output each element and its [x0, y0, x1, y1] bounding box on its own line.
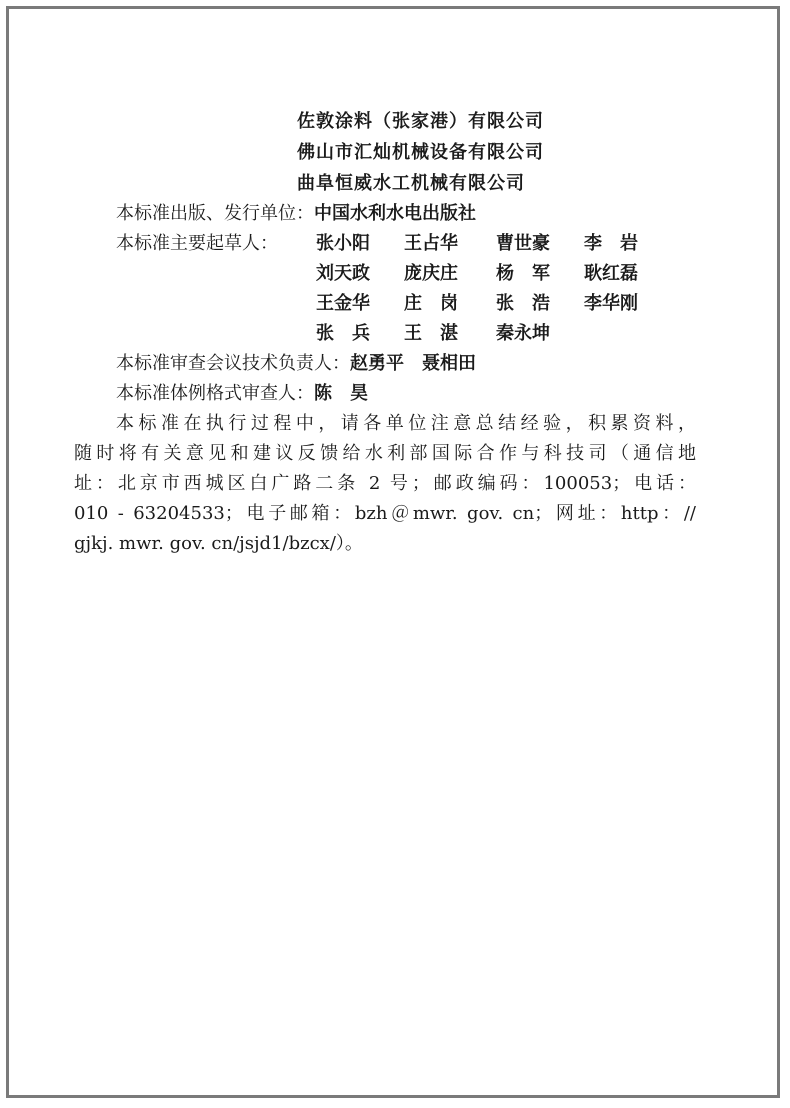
technical-reviewer-value: 赵勇平 聂相田 — [350, 353, 476, 374]
technical-reviewer-label: 本标准审查会议技术负责人： — [116, 353, 350, 374]
drafter-name: 杨 军 — [496, 263, 550, 284]
notice-line-5: gjkj. mwr. gov. cn/jsjd1/bzcx/）。 — [74, 533, 363, 554]
notice-line-1: 本标准在执行过程中，请各单位注意总结经验，积累资料， — [116, 413, 696, 434]
drafters-label: 本标准主要起草人： — [116, 233, 278, 254]
notice-line-2: 随时将有关意见和建议反馈给水利部国际合作与科技司（通信地 — [74, 443, 696, 464]
drafter-name: 耿红磊 — [584, 263, 638, 284]
drafter-name: 庄 岗 — [404, 293, 458, 314]
drafter-name: 张 浩 — [496, 293, 550, 314]
publisher-value: 中国水利水电出版社 — [314, 203, 476, 224]
drafter-name: 李华刚 — [584, 293, 638, 314]
organization-1: 佐敦涂料（张家港）有限公司 — [297, 111, 544, 132]
drafter-name: 曹世豪 — [496, 233, 550, 254]
drafter-name: 刘天政 — [316, 263, 370, 284]
format-reviewer-label: 本标准体例格式审查人： — [116, 383, 314, 404]
drafter-name: 李 岩 — [584, 233, 638, 254]
drafter-name: 张 兵 — [316, 323, 370, 344]
notice-line-3: 址：北京市西城区白广路二条 2 号；邮政编码：100053；电话： — [74, 473, 696, 494]
organization-3: 曲阜恒威水工机械有限公司 — [297, 173, 525, 194]
drafters-label-line — [116, 232, 278, 256]
drafter-name: 王金华 — [316, 293, 370, 314]
format-reviewer-value: 陈 昊 — [314, 383, 368, 404]
drafter-name: 张小阳 — [316, 233, 370, 254]
organization-2: 佛山市汇灿机械设备有限公司 — [297, 142, 544, 163]
drafter-name: 庞庆庄 — [404, 263, 458, 284]
drafter-name: 王 湛 — [404, 323, 458, 344]
format-reviewer-line — [116, 382, 368, 406]
publisher-label: 本标准出版、发行单位： — [116, 203, 314, 224]
notice-line-4: 010 - 63204533；电子邮箱：bzh＠mwr. gov. cn；网址：http：// — [74, 503, 696, 524]
drafter-name: 秦永坤 — [496, 323, 550, 344]
drafter-name: 王占华 — [404, 233, 458, 254]
technical-reviewer-line — [116, 352, 476, 376]
publisher-line — [116, 202, 476, 226]
